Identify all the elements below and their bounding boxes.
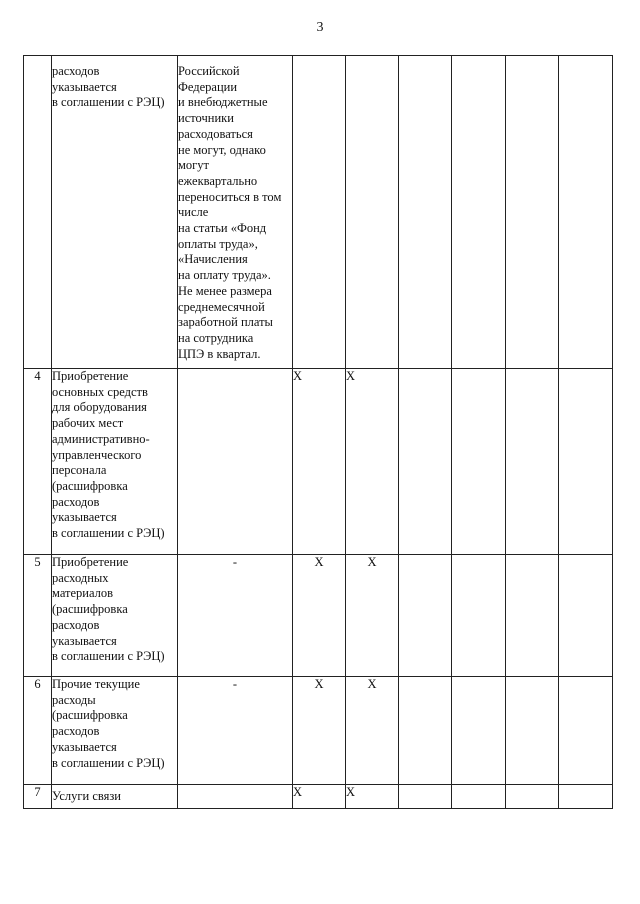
empty-cell — [452, 785, 506, 809]
empty-cell — [452, 677, 506, 785]
funding-source-cell: Российской Федерации и внебюджетные источники расходоваться не могут, однако могут ежеквартально переноситься в том числе на статьи «Фонд оплаты труда», «Начисления на оплату труда». Не менее размера среднемесячной заработной платы на сотрудника ЦПЭ в квартал. — [178, 56, 293, 369]
page-number: 3 — [316, 20, 324, 35]
empty-cell — [452, 369, 506, 555]
expense-name-cell: Услуги связи — [52, 785, 178, 809]
empty-cell — [399, 785, 452, 809]
table-row — [24, 677, 613, 785]
expense-name-cell: расходов указывается в соглашении с РЭЦ) — [52, 56, 178, 369]
empty-cell — [559, 56, 613, 369]
mark-cell: X — [293, 369, 346, 555]
mark-cell — [346, 56, 399, 369]
expense-name-cell: Приобретение расходных материалов (расшифровка расходов указывается в соглашении с РЭЦ) — [52, 555, 178, 677]
empty-cell — [506, 56, 559, 369]
empty-cell — [559, 369, 613, 555]
expense-table — [23, 55, 613, 809]
empty-cell — [399, 369, 452, 555]
table-row — [24, 369, 613, 555]
expense-name-cell: Прочие текущие расходы (расшифровка расходов указывается в соглашении с РЭЦ) — [52, 677, 178, 785]
mark-cell — [293, 56, 346, 369]
empty-cell — [399, 56, 452, 369]
empty-cell — [559, 555, 613, 677]
empty-cell — [506, 785, 559, 809]
funding-source-cell — [178, 369, 293, 555]
mark-cell: X — [346, 785, 399, 809]
mark-cell: X — [346, 555, 399, 677]
row-number-cell: 4 — [24, 369, 52, 555]
empty-cell — [506, 555, 559, 677]
row-number-cell: 5 — [24, 555, 52, 677]
mark-cell: X — [346, 677, 399, 785]
expense-name-cell: Приобретение основных средств для оборудования рабочих мест административно- управленческого персонала (расшифровка расходов указывается в соглашении с РЭЦ) — [52, 369, 178, 555]
row-number-cell: 7 — [24, 785, 52, 809]
funding-source-cell: - — [178, 555, 293, 677]
mark-cell: X — [346, 369, 399, 555]
empty-cell — [506, 677, 559, 785]
empty-cell — [506, 369, 559, 555]
funding-source-cell — [178, 785, 293, 809]
empty-cell — [559, 785, 613, 809]
empty-cell — [399, 677, 452, 785]
mark-cell: X — [293, 555, 346, 677]
row-number-cell: 6 — [24, 677, 52, 785]
empty-cell — [452, 56, 506, 369]
empty-cell — [452, 555, 506, 677]
funding-source-cell: - — [178, 677, 293, 785]
table-row — [24, 785, 613, 809]
row-number-cell — [24, 56, 52, 369]
empty-cell — [399, 555, 452, 677]
mark-cell: X — [293, 785, 346, 809]
table-row — [24, 56, 613, 369]
mark-cell: X — [293, 677, 346, 785]
table-row — [24, 555, 613, 677]
empty-cell — [559, 677, 613, 785]
